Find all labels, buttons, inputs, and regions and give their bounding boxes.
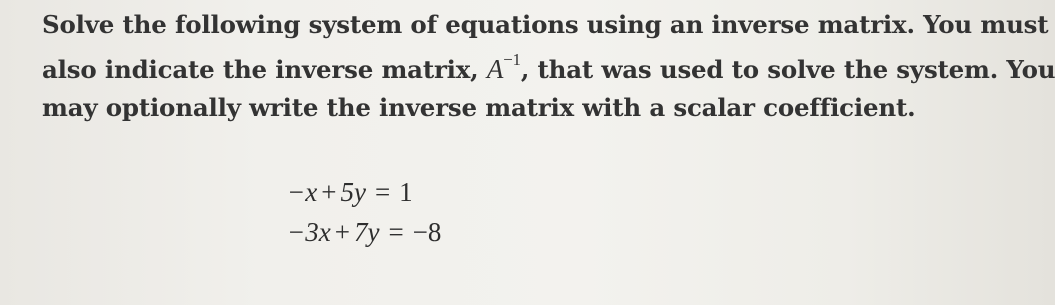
matrix-exponent: −1 xyxy=(503,50,521,69)
equation-1-term-1: −x xyxy=(287,177,318,207)
equation-1-equals: = xyxy=(374,177,391,207)
equation-1-rhs: 1 xyxy=(399,177,413,207)
equation-1-operator: + xyxy=(321,177,337,207)
problem-line-2-end: , that was used to solve the system. You xyxy=(520,55,1055,84)
problem-line-2-start: also indicate the inverse matrix, xyxy=(42,55,487,84)
equation-1 xyxy=(287,172,441,212)
problem-line-1: Solve the following system of equations using an inverse matrix. You must xyxy=(42,10,1049,39)
problem-line-2 xyxy=(42,44,1055,89)
equation-2-equals: = xyxy=(388,217,404,247)
equation-2-term-2: 7y xyxy=(353,217,380,247)
equation-2 xyxy=(287,212,441,252)
equation-1-term-2: 5y xyxy=(340,177,366,207)
equation-2-rhs: −8 xyxy=(412,217,442,247)
equation-2-term-1: −3x xyxy=(287,217,331,247)
problem-statement xyxy=(42,6,1055,127)
matrix-letter: A xyxy=(486,54,504,84)
problem-line-3: may optionally write the inverse matrix with a scalar coefficient. xyxy=(42,93,916,122)
equation-system xyxy=(287,172,441,252)
inverse-matrix-symbol xyxy=(486,50,521,84)
equation-2-operator: + xyxy=(334,217,350,247)
